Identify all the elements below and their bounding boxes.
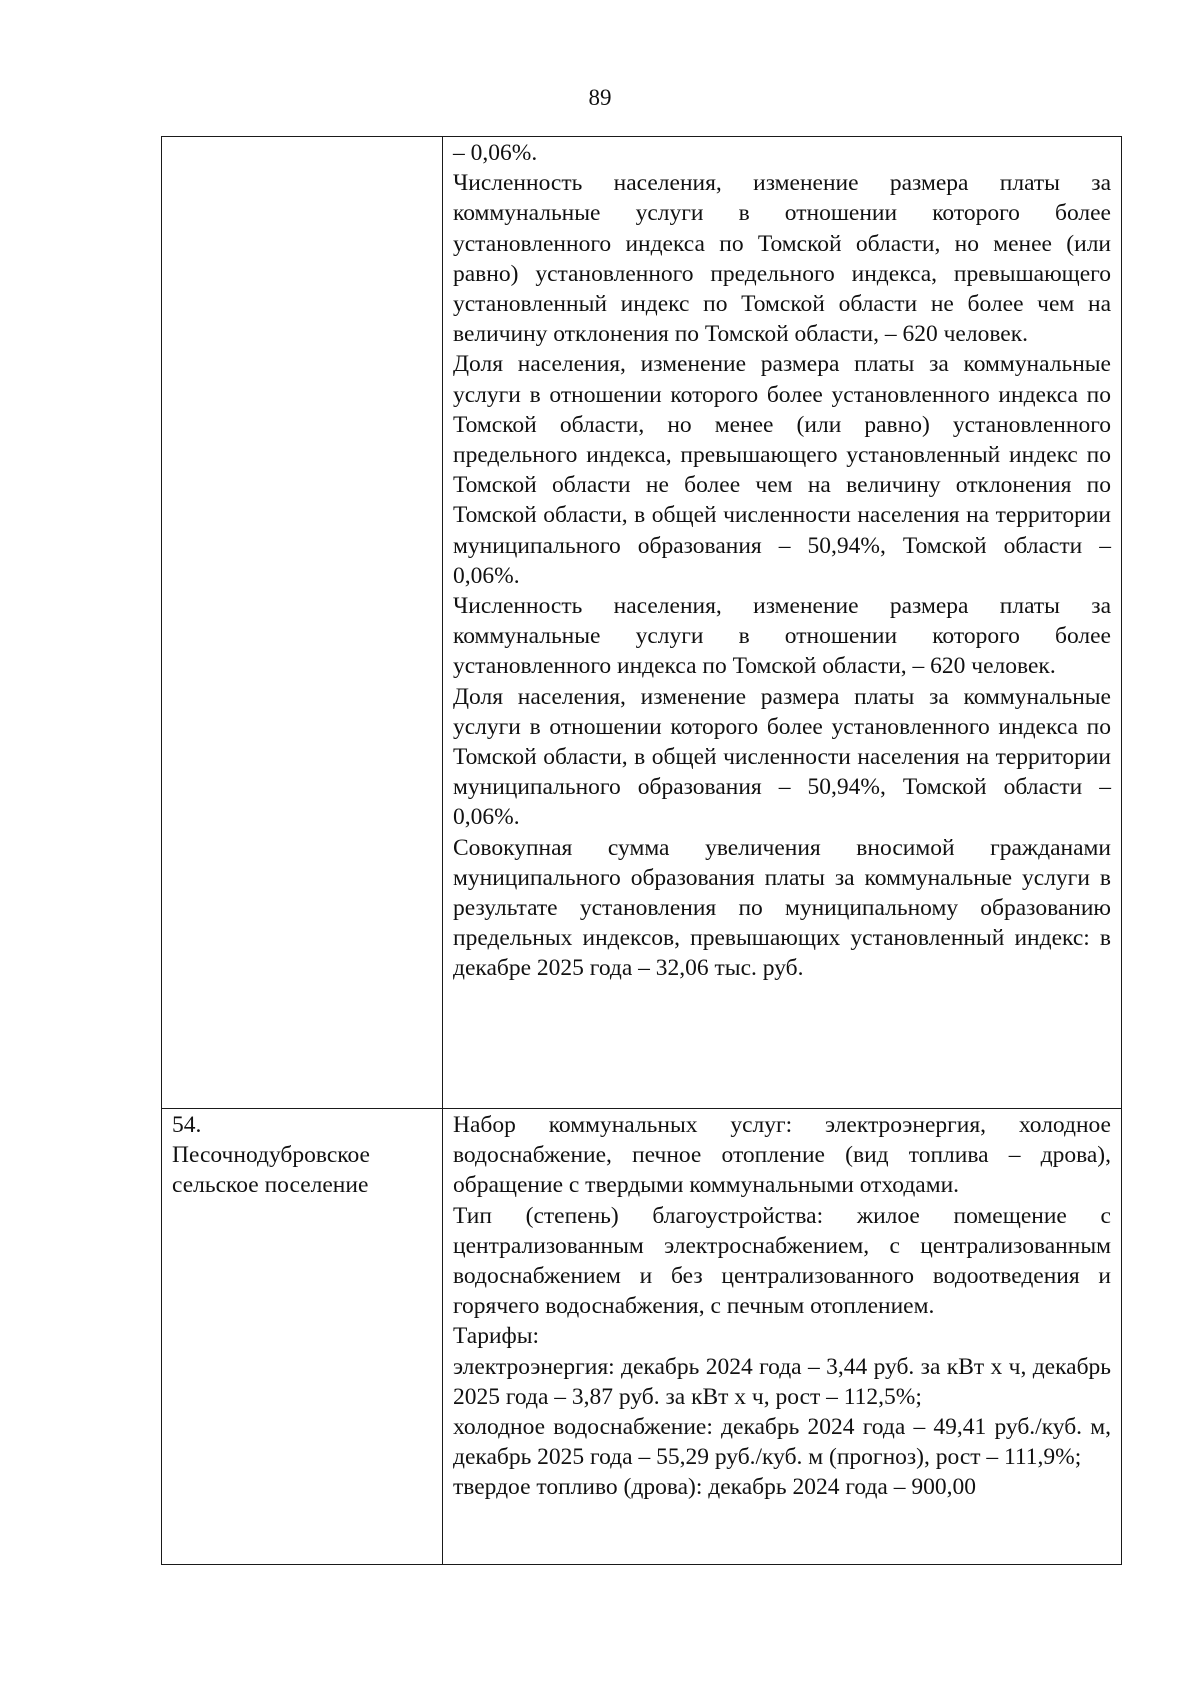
- description-paragraph: Тип (степень) благоустройства: жилое помещение с централизованным электроснабжением, с централизованным водоснабжением и без централизованного водоотведения и горячего водоснабжения, с печным отоплением.: [453, 1202, 1111, 1320]
- municipality-name: сельское поселение: [172, 1172, 369, 1199]
- page-number: 89: [588, 85, 612, 110]
- municipality-name: Песочнодубровское: [172, 1142, 370, 1169]
- description-paragraph: Доля населения, изменение размера платы за коммунальные услуги в отношении которого более установленного индекса по Томской области, но менее (или равно) установленного предельного индекса, превышающего установленный индекс по Томской области не более чем на величину отклонения по Томской области, в общей численности населения на территории муниципального образования – 50,94%, Томской области – 0,06%.: [453, 351, 1111, 589]
- description-paragraph: Тарифы:: [453, 1323, 540, 1350]
- description-cell: [443, 137, 1122, 1109]
- description-paragraph: Численность населения, изменение размера платы за коммунальные услуги в отношении которого более установленного индекса по Томской области, но менее (или равно) установленного предельного индекса, превышающего установленный индекс по Томской области не более чем на величину отклонения по Томской области, – 620 человек.: [453, 170, 1111, 348]
- table-row-continuation: [162, 137, 1122, 1109]
- municipal-indices-table: [161, 136, 1122, 1565]
- municipality-cell: [162, 1109, 443, 1565]
- description-paragraph: Численность населения, изменение размера платы за коммунальные услуги в отношении которого более установленного индекса по Томской области, – 620 человек.: [453, 593, 1111, 680]
- description-paragraph: холодное водоснабжение: декабрь 2024 года – 49,41 руб./куб. м, декабрь 2025 года – 55,29 руб./куб. м (прогноз), рост – 111,9%;: [453, 1414, 1111, 1471]
- description-cell: [443, 1109, 1122, 1565]
- municipality-cell: [162, 137, 443, 1109]
- description-paragraph: – 0,06%.: [453, 140, 538, 166]
- description-paragraph: твердое топливо (дрова): декабрь 2024 года – 900,00: [453, 1474, 976, 1501]
- description-paragraph: Доля населения, изменение размера платы за коммунальные услуги в отношении которого более установленного индекса по Томской области, в общей численности населения на территории муниципального образования – 50,94%, Томской области – 0,06%.: [453, 683, 1111, 831]
- description-paragraph: электроэнергия: декабрь 2024 года – 3,44 руб. за кВт х ч, декабрь 2025 года – 3,87 руб. за кВт х ч, рост – 112,5%;: [453, 1353, 1111, 1410]
- description-paragraph: Набор коммунальных услуг: электроэнергия, холодное водоснабжение, печное отопление (вид топлива – дрова), обращение с твердыми коммунальными отходами.: [453, 1112, 1111, 1199]
- table-row-54: [162, 1109, 1122, 1565]
- description-paragraph: Совокупная сумма увеличения вносимой гражданами муниципального образования платы за коммунальные услуги в результате установления по муниципальному образованию предельных индексов, превышающих установленный индекс: в декабре 2025 года – 32,06 тыс. руб.: [453, 834, 1111, 982]
- row-number: 54.: [172, 1112, 202, 1138]
